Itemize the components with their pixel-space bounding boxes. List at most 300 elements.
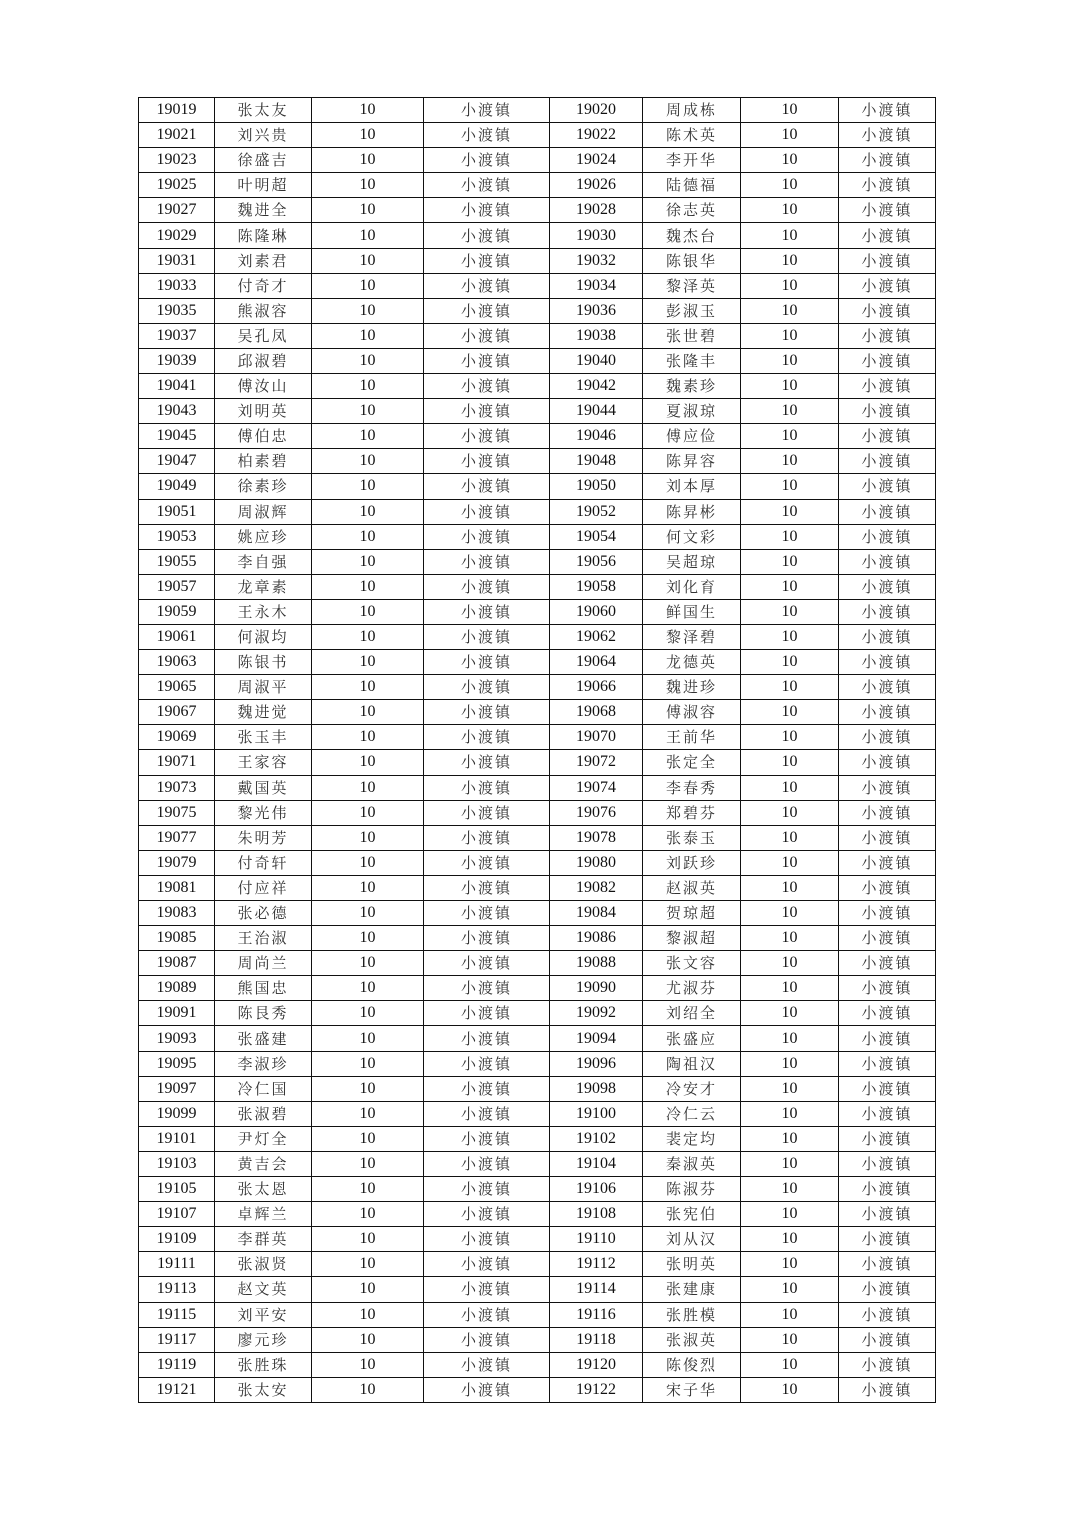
left-record-id-cell: 19073 <box>139 775 215 800</box>
left-person-name-cell: 邱淑碧 <box>215 348 312 373</box>
right-amount-cell: 10 <box>741 223 839 248</box>
left-town-cell: 小渡镇 <box>424 675 550 700</box>
right-record-id-cell: 19088 <box>550 951 643 976</box>
left-record-id-cell: 19083 <box>139 901 215 926</box>
right-town-cell: 小渡镇 <box>839 424 936 449</box>
left-person-name-cell: 黄吉会 <box>215 1151 312 1176</box>
left-town-cell: 小渡镇 <box>424 198 550 223</box>
left-amount-cell: 10 <box>312 825 424 850</box>
left-amount-cell: 10 <box>312 173 424 198</box>
right-record-id-cell: 19036 <box>550 298 643 323</box>
right-person-name-cell: 魏杰台 <box>643 223 741 248</box>
right-town-cell: 小渡镇 <box>839 499 936 524</box>
table-row <box>139 750 936 775</box>
right-town-cell: 小渡镇 <box>839 926 936 951</box>
left-person-name-cell: 付奇才 <box>215 273 312 298</box>
right-amount-cell: 10 <box>741 248 839 273</box>
right-amount-cell: 10 <box>741 1001 839 1026</box>
left-amount-cell: 10 <box>312 850 424 875</box>
right-amount-cell: 10 <box>741 273 839 298</box>
right-town-cell: 小渡镇 <box>839 223 936 248</box>
right-person-name-cell: 李春秀 <box>643 775 741 800</box>
left-person-name-cell: 陈银书 <box>215 650 312 675</box>
right-amount-cell: 10 <box>741 624 839 649</box>
table-row <box>139 273 936 298</box>
right-amount-cell: 10 <box>741 173 839 198</box>
left-amount-cell: 10 <box>312 750 424 775</box>
left-person-name-cell: 陈艮秀 <box>215 1001 312 1026</box>
left-town-cell: 小渡镇 <box>424 348 550 373</box>
table-row <box>139 1227 936 1252</box>
left-record-id-cell: 19021 <box>139 123 215 148</box>
right-record-id-cell: 19100 <box>550 1101 643 1126</box>
left-town-cell: 小渡镇 <box>424 1377 550 1402</box>
right-person-name-cell: 王前华 <box>643 725 741 750</box>
left-amount-cell: 10 <box>312 474 424 499</box>
right-person-name-cell: 陈俊烈 <box>643 1352 741 1377</box>
right-person-name-cell: 黎淑超 <box>643 926 741 951</box>
right-town-cell: 小渡镇 <box>839 298 936 323</box>
right-amount-cell: 10 <box>741 926 839 951</box>
table-row <box>139 374 936 399</box>
left-town-cell: 小渡镇 <box>424 825 550 850</box>
table-row <box>139 449 936 474</box>
table-row <box>139 951 936 976</box>
right-record-id-cell: 19074 <box>550 775 643 800</box>
right-record-id-cell: 19070 <box>550 725 643 750</box>
right-record-id-cell: 19082 <box>550 875 643 900</box>
right-town-cell: 小渡镇 <box>839 574 936 599</box>
right-person-name-cell: 周成栋 <box>643 98 741 123</box>
left-town-cell: 小渡镇 <box>424 1202 550 1227</box>
left-town-cell: 小渡镇 <box>424 775 550 800</box>
right-record-id-cell: 19024 <box>550 148 643 173</box>
left-record-id-cell: 19059 <box>139 599 215 624</box>
left-record-id-cell: 19093 <box>139 1026 215 1051</box>
table-row <box>139 1277 936 1302</box>
right-person-name-cell: 陈淑芬 <box>643 1177 741 1202</box>
right-amount-cell: 10 <box>741 650 839 675</box>
table-row <box>139 399 936 424</box>
left-person-name-cell: 张盛建 <box>215 1026 312 1051</box>
right-amount-cell: 10 <box>741 1327 839 1352</box>
left-person-name-cell: 魏进全 <box>215 198 312 223</box>
right-person-name-cell: 张隆丰 <box>643 348 741 373</box>
left-amount-cell: 10 <box>312 599 424 624</box>
table-row <box>139 173 936 198</box>
left-person-name-cell: 周淑平 <box>215 675 312 700</box>
right-amount-cell: 10 <box>741 1352 839 1377</box>
right-amount-cell: 10 <box>741 1051 839 1076</box>
right-person-name-cell: 张世碧 <box>643 323 741 348</box>
left-amount-cell: 10 <box>312 926 424 951</box>
right-person-name-cell: 陈术英 <box>643 123 741 148</box>
left-amount-cell: 10 <box>312 976 424 1001</box>
table-row <box>139 1051 936 1076</box>
right-person-name-cell: 龙德英 <box>643 650 741 675</box>
table-row <box>139 725 936 750</box>
right-record-id-cell: 19032 <box>550 248 643 273</box>
left-amount-cell: 10 <box>312 348 424 373</box>
left-town-cell: 小渡镇 <box>424 248 550 273</box>
right-amount-cell: 10 <box>741 1126 839 1151</box>
left-record-id-cell: 19071 <box>139 750 215 775</box>
left-person-name-cell: 付奇轩 <box>215 850 312 875</box>
left-amount-cell: 10 <box>312 951 424 976</box>
left-record-id-cell: 19063 <box>139 650 215 675</box>
right-person-name-cell: 冷仁云 <box>643 1101 741 1126</box>
right-amount-cell: 10 <box>741 1302 839 1327</box>
left-record-id-cell: 19111 <box>139 1252 215 1277</box>
left-person-name-cell: 徐盛吉 <box>215 148 312 173</box>
left-person-name-cell: 叶明超 <box>215 173 312 198</box>
table-row <box>139 499 936 524</box>
right-person-name-cell: 秦淑英 <box>643 1151 741 1176</box>
left-person-name-cell: 周淑辉 <box>215 499 312 524</box>
left-person-name-cell: 王治淑 <box>215 926 312 951</box>
right-record-id-cell: 19092 <box>550 1001 643 1026</box>
right-amount-cell: 10 <box>741 198 839 223</box>
left-person-name-cell: 付应祥 <box>215 875 312 900</box>
left-town-cell: 小渡镇 <box>424 424 550 449</box>
left-town-cell: 小渡镇 <box>424 1277 550 1302</box>
left-record-id-cell: 19075 <box>139 800 215 825</box>
right-amount-cell: 10 <box>741 775 839 800</box>
table-row <box>139 875 936 900</box>
table-row <box>139 700 936 725</box>
right-amount-cell: 10 <box>741 474 839 499</box>
table-row <box>139 1076 936 1101</box>
table-row <box>139 599 936 624</box>
right-amount-cell: 10 <box>741 323 839 348</box>
left-amount-cell: 10 <box>312 775 424 800</box>
right-record-id-cell: 19044 <box>550 399 643 424</box>
right-town-cell: 小渡镇 <box>839 474 936 499</box>
table-row <box>139 650 936 675</box>
left-amount-cell: 10 <box>312 549 424 574</box>
left-amount-cell: 10 <box>312 1126 424 1151</box>
left-town-cell: 小渡镇 <box>424 599 550 624</box>
right-town-cell: 小渡镇 <box>839 1151 936 1176</box>
left-town-cell: 小渡镇 <box>424 800 550 825</box>
right-town-cell: 小渡镇 <box>839 1126 936 1151</box>
right-amount-cell: 10 <box>741 1076 839 1101</box>
right-town-cell: 小渡镇 <box>839 348 936 373</box>
right-person-name-cell: 张宪伯 <box>643 1202 741 1227</box>
left-record-id-cell: 19041 <box>139 374 215 399</box>
left-person-name-cell: 陈隆琳 <box>215 223 312 248</box>
left-amount-cell: 10 <box>312 374 424 399</box>
table-row <box>139 1202 936 1227</box>
right-amount-cell: 10 <box>741 1026 839 1051</box>
left-town-cell: 小渡镇 <box>424 1151 550 1176</box>
table-row <box>139 800 936 825</box>
left-record-id-cell: 19027 <box>139 198 215 223</box>
left-town-cell: 小渡镇 <box>424 1352 550 1377</box>
right-town-cell: 小渡镇 <box>839 599 936 624</box>
right-record-id-cell: 19094 <box>550 1026 643 1051</box>
right-amount-cell: 10 <box>741 424 839 449</box>
right-record-id-cell: 19106 <box>550 1177 643 1202</box>
left-amount-cell: 10 <box>312 1202 424 1227</box>
left-amount-cell: 10 <box>312 298 424 323</box>
right-record-id-cell: 19076 <box>550 800 643 825</box>
left-town-cell: 小渡镇 <box>424 951 550 976</box>
table-row <box>139 323 936 348</box>
left-amount-cell: 10 <box>312 123 424 148</box>
table-row <box>139 549 936 574</box>
right-person-name-cell: 魏素珍 <box>643 374 741 399</box>
right-amount-cell: 10 <box>741 1277 839 1302</box>
left-person-name-cell: 吴孔凤 <box>215 323 312 348</box>
right-town-cell: 小渡镇 <box>839 725 936 750</box>
left-person-name-cell: 王家容 <box>215 750 312 775</box>
right-person-name-cell: 郑碧芬 <box>643 800 741 825</box>
right-amount-cell: 10 <box>741 850 839 875</box>
left-amount-cell: 10 <box>312 424 424 449</box>
left-amount-cell: 10 <box>312 323 424 348</box>
left-record-id-cell: 19031 <box>139 248 215 273</box>
right-record-id-cell: 19030 <box>550 223 643 248</box>
left-record-id-cell: 19023 <box>139 148 215 173</box>
right-person-name-cell: 宋子华 <box>643 1377 741 1402</box>
right-person-name-cell: 刘绍全 <box>643 1001 741 1026</box>
right-record-id-cell: 19054 <box>550 524 643 549</box>
table-row <box>139 624 936 649</box>
right-person-name-cell: 鲜国生 <box>643 599 741 624</box>
left-person-name-cell: 傅伯忠 <box>215 424 312 449</box>
right-town-cell: 小渡镇 <box>839 524 936 549</box>
right-town-cell: 小渡镇 <box>839 1202 936 1227</box>
right-town-cell: 小渡镇 <box>839 1177 936 1202</box>
left-town-cell: 小渡镇 <box>424 123 550 148</box>
right-town-cell: 小渡镇 <box>839 1076 936 1101</box>
left-amount-cell: 10 <box>312 1076 424 1101</box>
right-person-name-cell: 陈银华 <box>643 248 741 273</box>
right-record-id-cell: 19028 <box>550 198 643 223</box>
right-town-cell: 小渡镇 <box>839 1101 936 1126</box>
table-row <box>139 223 936 248</box>
right-person-name-cell: 刘本厚 <box>643 474 741 499</box>
left-person-name-cell: 何淑均 <box>215 624 312 649</box>
left-person-name-cell: 王永木 <box>215 599 312 624</box>
right-record-id-cell: 19040 <box>550 348 643 373</box>
left-person-name-cell: 姚应珍 <box>215 524 312 549</box>
right-record-id-cell: 19038 <box>550 323 643 348</box>
table-row <box>139 1352 936 1377</box>
left-amount-cell: 10 <box>312 1227 424 1252</box>
right-amount-cell: 10 <box>741 1227 839 1252</box>
right-town-cell: 小渡镇 <box>839 976 936 1001</box>
left-record-id-cell: 19101 <box>139 1126 215 1151</box>
right-record-id-cell: 19118 <box>550 1327 643 1352</box>
right-record-id-cell: 19068 <box>550 700 643 725</box>
left-person-name-cell: 张胜珠 <box>215 1352 312 1377</box>
left-town-cell: 小渡镇 <box>424 1026 550 1051</box>
table-row <box>139 424 936 449</box>
table-row <box>139 348 936 373</box>
right-person-name-cell: 张泰玉 <box>643 825 741 850</box>
right-record-id-cell: 19020 <box>550 98 643 123</box>
left-record-id-cell: 19055 <box>139 549 215 574</box>
right-town-cell: 小渡镇 <box>839 1051 936 1076</box>
right-town-cell: 小渡镇 <box>839 399 936 424</box>
left-record-id-cell: 19035 <box>139 298 215 323</box>
left-town-cell: 小渡镇 <box>424 1001 550 1026</box>
left-record-id-cell: 19091 <box>139 1001 215 1026</box>
left-record-id-cell: 19103 <box>139 1151 215 1176</box>
left-person-name-cell: 熊淑容 <box>215 298 312 323</box>
left-person-name-cell: 魏进觉 <box>215 700 312 725</box>
left-record-id-cell: 19033 <box>139 273 215 298</box>
right-town-cell: 小渡镇 <box>839 123 936 148</box>
left-person-name-cell: 张太安 <box>215 1377 312 1402</box>
left-town-cell: 小渡镇 <box>424 499 550 524</box>
right-record-id-cell: 19052 <box>550 499 643 524</box>
left-person-name-cell: 戴国英 <box>215 775 312 800</box>
right-person-name-cell: 裴定均 <box>643 1126 741 1151</box>
left-record-id-cell: 19105 <box>139 1177 215 1202</box>
right-town-cell: 小渡镇 <box>839 750 936 775</box>
right-record-id-cell: 19066 <box>550 675 643 700</box>
left-amount-cell: 10 <box>312 901 424 926</box>
right-record-id-cell: 19104 <box>550 1151 643 1176</box>
left-town-cell: 小渡镇 <box>424 1076 550 1101</box>
right-record-id-cell: 19056 <box>550 549 643 574</box>
table-row <box>139 775 936 800</box>
right-amount-cell: 10 <box>741 1252 839 1277</box>
right-record-id-cell: 19096 <box>550 1051 643 1076</box>
left-amount-cell: 10 <box>312 1101 424 1126</box>
left-amount-cell: 10 <box>312 499 424 524</box>
right-record-id-cell: 19116 <box>550 1302 643 1327</box>
right-person-name-cell: 徐志英 <box>643 198 741 223</box>
left-person-name-cell: 李自强 <box>215 549 312 574</box>
right-amount-cell: 10 <box>741 98 839 123</box>
left-town-cell: 小渡镇 <box>424 725 550 750</box>
right-town-cell: 小渡镇 <box>839 1377 936 1402</box>
right-town-cell: 小渡镇 <box>839 875 936 900</box>
right-person-name-cell: 张明英 <box>643 1252 741 1277</box>
left-amount-cell: 10 <box>312 875 424 900</box>
right-town-cell: 小渡镇 <box>839 1302 936 1327</box>
right-amount-cell: 10 <box>741 574 839 599</box>
right-amount-cell: 10 <box>741 123 839 148</box>
right-person-name-cell: 刘从汉 <box>643 1227 741 1252</box>
left-amount-cell: 10 <box>312 574 424 599</box>
right-person-name-cell: 张胜模 <box>643 1302 741 1327</box>
left-amount-cell: 10 <box>312 1252 424 1277</box>
left-town-cell: 小渡镇 <box>424 850 550 875</box>
left-record-id-cell: 19037 <box>139 323 215 348</box>
table-row <box>139 98 936 123</box>
table-row <box>139 675 936 700</box>
left-town-cell: 小渡镇 <box>424 1227 550 1252</box>
left-person-name-cell: 徐素珍 <box>215 474 312 499</box>
table-row <box>139 1151 936 1176</box>
left-amount-cell: 10 <box>312 1151 424 1176</box>
left-record-id-cell: 19113 <box>139 1277 215 1302</box>
right-town-cell: 小渡镇 <box>839 1252 936 1277</box>
right-person-name-cell: 张文容 <box>643 951 741 976</box>
left-town-cell: 小渡镇 <box>424 1252 550 1277</box>
right-record-id-cell: 19064 <box>550 650 643 675</box>
left-town-cell: 小渡镇 <box>424 449 550 474</box>
left-amount-cell: 10 <box>312 675 424 700</box>
right-record-id-cell: 19120 <box>550 1352 643 1377</box>
left-person-name-cell: 熊国忠 <box>215 976 312 1001</box>
right-person-name-cell: 黎泽碧 <box>643 624 741 649</box>
left-town-cell: 小渡镇 <box>424 323 550 348</box>
right-record-id-cell: 19112 <box>550 1252 643 1277</box>
right-amount-cell: 10 <box>741 599 839 624</box>
right-amount-cell: 10 <box>741 524 839 549</box>
left-person-name-cell: 黎光伟 <box>215 800 312 825</box>
right-amount-cell: 10 <box>741 1377 839 1402</box>
right-town-cell: 小渡镇 <box>839 1001 936 1026</box>
right-person-name-cell: 陈昇彬 <box>643 499 741 524</box>
right-person-name-cell: 冷安才 <box>643 1076 741 1101</box>
table-row <box>139 148 936 173</box>
left-town-cell: 小渡镇 <box>424 875 550 900</box>
right-town-cell: 小渡镇 <box>839 323 936 348</box>
right-amount-cell: 10 <box>741 148 839 173</box>
table-row <box>139 524 936 549</box>
table-row <box>139 248 936 273</box>
table-row <box>139 1327 936 1352</box>
left-amount-cell: 10 <box>312 1051 424 1076</box>
right-town-cell: 小渡镇 <box>839 148 936 173</box>
left-amount-cell: 10 <box>312 273 424 298</box>
left-amount-cell: 10 <box>312 1352 424 1377</box>
right-amount-cell: 10 <box>741 750 839 775</box>
left-town-cell: 小渡镇 <box>424 1126 550 1151</box>
table-row <box>139 825 936 850</box>
left-town-cell: 小渡镇 <box>424 750 550 775</box>
right-person-name-cell: 何文彩 <box>643 524 741 549</box>
left-amount-cell: 10 <box>312 700 424 725</box>
right-record-id-cell: 19102 <box>550 1126 643 1151</box>
table-row <box>139 976 936 1001</box>
left-town-cell: 小渡镇 <box>424 273 550 298</box>
left-amount-cell: 10 <box>312 624 424 649</box>
left-record-id-cell: 19029 <box>139 223 215 248</box>
left-town-cell: 小渡镇 <box>424 1177 550 1202</box>
right-amount-cell: 10 <box>741 499 839 524</box>
right-person-name-cell: 张建康 <box>643 1277 741 1302</box>
left-person-name-cell: 冷仁国 <box>215 1076 312 1101</box>
right-amount-cell: 10 <box>741 348 839 373</box>
roster-table <box>138 97 936 1403</box>
left-amount-cell: 10 <box>312 449 424 474</box>
left-amount-cell: 10 <box>312 399 424 424</box>
right-record-id-cell: 19086 <box>550 926 643 951</box>
right-person-name-cell: 傅淑容 <box>643 700 741 725</box>
left-town-cell: 小渡镇 <box>424 298 550 323</box>
left-record-id-cell: 19089 <box>139 976 215 1001</box>
right-person-name-cell: 陶祖汉 <box>643 1051 741 1076</box>
left-person-name-cell: 朱明芳 <box>215 825 312 850</box>
left-person-name-cell: 李淑珍 <box>215 1051 312 1076</box>
right-town-cell: 小渡镇 <box>839 850 936 875</box>
right-record-id-cell: 19080 <box>550 850 643 875</box>
left-town-cell: 小渡镇 <box>424 624 550 649</box>
left-record-id-cell: 19049 <box>139 474 215 499</box>
right-person-name-cell: 彭淑玉 <box>643 298 741 323</box>
left-town-cell: 小渡镇 <box>424 374 550 399</box>
right-amount-cell: 10 <box>741 1151 839 1176</box>
left-person-name-cell: 刘平安 <box>215 1302 312 1327</box>
